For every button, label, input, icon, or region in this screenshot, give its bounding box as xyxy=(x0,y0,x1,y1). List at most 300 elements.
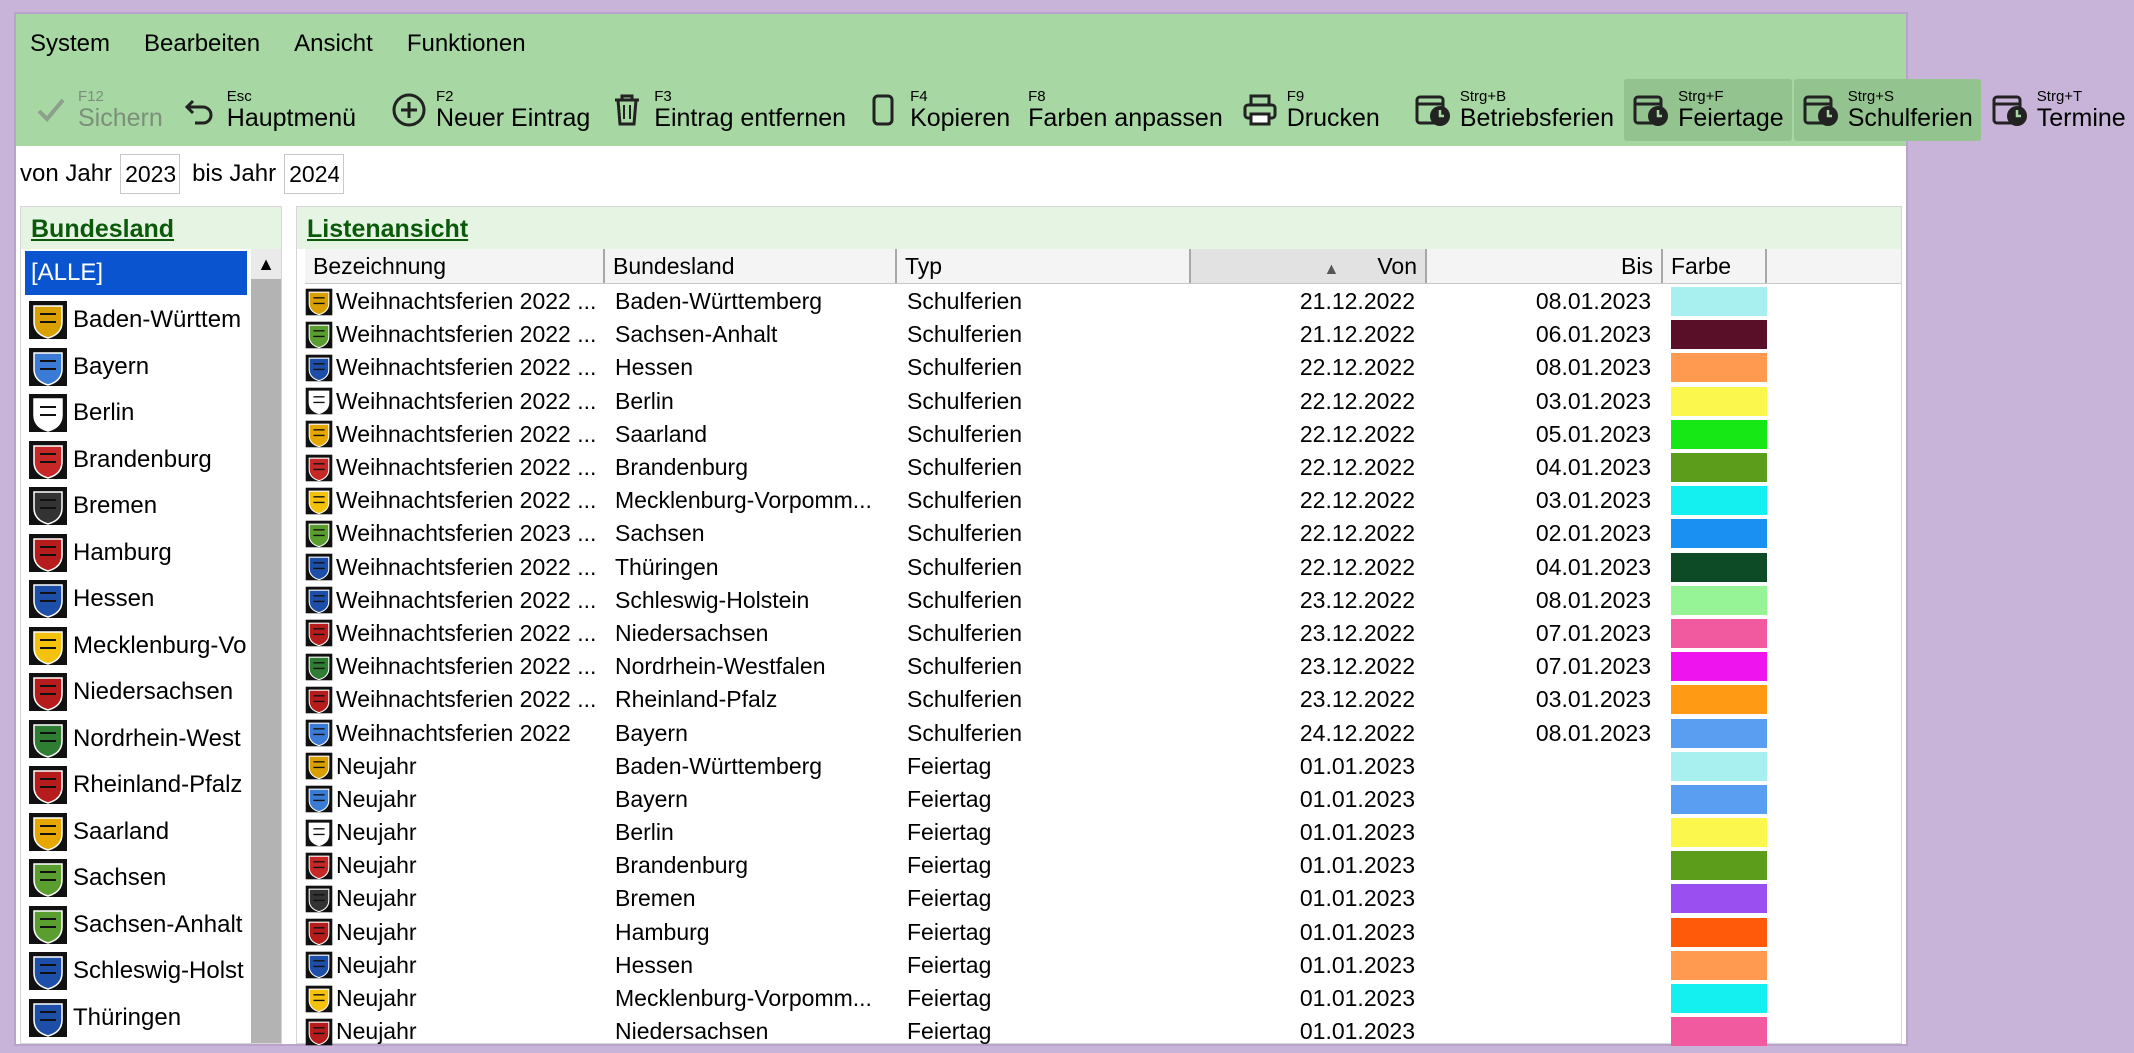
cell-bezeichnung xyxy=(305,852,605,880)
cell-bezeichnung xyxy=(305,354,605,382)
table-row[interactable] xyxy=(305,551,1901,584)
table-row[interactable] xyxy=(305,351,1901,384)
cell-typ: Schulferien xyxy=(907,586,1023,613)
feiertage-button[interactable] xyxy=(1624,79,1792,141)
col-header-bundesland[interactable]: Bundesland xyxy=(605,249,897,283)
bundesland-item[interactable] xyxy=(21,576,247,623)
table-row[interactable] xyxy=(305,285,1901,318)
coat-of-arms-icon xyxy=(305,686,333,714)
scroll-up-icon[interactable]: ▲ xyxy=(251,249,281,279)
bundesland-item[interactable] xyxy=(21,483,247,530)
color-swatch xyxy=(1671,884,1767,913)
color-swatch xyxy=(1671,851,1767,880)
cell-bezeichnung-text: Neujahr xyxy=(336,985,417,1012)
col-header-bezeichnung[interactable]: Bezeichnung xyxy=(305,249,605,283)
table-row[interactable] xyxy=(305,816,1901,849)
cell-von: 22.12.2022 xyxy=(1299,454,1415,481)
coat-of-arms-icon xyxy=(305,454,333,482)
bundesland-item[interactable] xyxy=(21,762,247,809)
cell-von: 21.12.2022 xyxy=(1299,321,1415,348)
hauptmenue-button[interactable] xyxy=(173,79,364,141)
cell-von: 22.12.2022 xyxy=(1299,387,1415,414)
color-swatch xyxy=(1671,519,1767,548)
cell-bezeichnung xyxy=(305,288,605,316)
cell-bundesland: Schleswig-Holstein xyxy=(615,586,810,613)
coat-of-arms-icon xyxy=(305,420,333,448)
cell-typ: Feiertag xyxy=(907,819,992,846)
bundesland-item[interactable] xyxy=(21,344,247,391)
cell-von: 21.12.2022 xyxy=(1299,288,1415,315)
cell-von: 23.12.2022 xyxy=(1299,686,1415,713)
cell-typ: Schulferien xyxy=(907,387,1023,414)
color-swatch xyxy=(1671,685,1767,714)
cell-typ: Schulferien xyxy=(907,719,1023,746)
menu-funktionen[interactable]: Funktionen xyxy=(406,30,526,57)
cell-bezeichnung-text: Weihnachtsferien 2022 ... xyxy=(336,321,597,348)
bundesland-item-label: [ALLE] xyxy=(31,259,104,286)
color-swatch xyxy=(1671,719,1767,748)
table-row[interactable] xyxy=(305,982,1901,1015)
cell-bezeichnung-text: Neujahr xyxy=(336,852,417,879)
cell-typ: Schulferien xyxy=(907,354,1023,381)
coat-of-arms-icon xyxy=(305,619,333,647)
cell-bundesland: Sachsen-Anhalt xyxy=(615,321,778,348)
coat-of-arms-icon xyxy=(27,858,69,898)
cell-typ: Feiertag xyxy=(907,951,992,978)
cell-typ: Feiertag xyxy=(907,885,992,912)
cell-typ: Feiertag xyxy=(907,785,992,812)
coat-of-arms-icon xyxy=(305,387,333,415)
shortcut-key: F9 xyxy=(1286,88,1305,105)
coat-of-arms-icon xyxy=(27,347,69,387)
color-swatch xyxy=(1671,785,1767,814)
calendar-clock-icon xyxy=(1991,91,2029,129)
shortcut-key: Strg+B xyxy=(1459,88,1507,105)
cell-bundesland: Rheinland-Pfalz xyxy=(615,686,778,713)
cell-bezeichnung xyxy=(305,387,605,415)
bundesland-item-label: Baden-Württem xyxy=(73,306,242,334)
bundesland-panel xyxy=(20,206,282,1044)
calendar-clock-icon xyxy=(1632,91,1670,129)
shortcut-key: Strg+T xyxy=(2036,88,2083,105)
cell-bezeichnung xyxy=(305,1018,605,1046)
bundesland-panel-title: Bundesland xyxy=(21,207,281,249)
coat-of-arms-icon xyxy=(305,1018,333,1046)
color-swatch xyxy=(1671,1017,1767,1046)
cell-bezeichnung xyxy=(305,819,605,847)
color-swatch xyxy=(1671,918,1767,947)
bundesland-item[interactable] xyxy=(21,995,247,1042)
bundesland-item-label: Rheinland-Pfalz xyxy=(73,771,243,799)
toolbar-button-text xyxy=(1848,89,1973,131)
table-row[interactable] xyxy=(305,418,1901,451)
cell-bezeichnung xyxy=(305,951,605,979)
cell-bis: 08.01.2023 xyxy=(1535,354,1651,381)
von-jahr-label: von Jahr xyxy=(20,160,113,187)
cell-bis: 04.01.2023 xyxy=(1535,553,1651,580)
coat-of-arms-icon xyxy=(305,951,333,979)
cell-typ: Feiertag xyxy=(907,1018,992,1045)
cell-bezeichnung-text: Neujahr xyxy=(336,918,417,945)
bis-jahr-input[interactable] xyxy=(284,154,344,194)
coat-of-arms-icon xyxy=(27,812,69,852)
cell-bezeichnung-text: Neujahr xyxy=(336,752,417,779)
toolbar-button-text xyxy=(2037,89,2126,131)
table-row[interactable] xyxy=(305,484,1901,517)
bundesland-item[interactable] xyxy=(21,716,247,763)
coat-of-arms-icon xyxy=(305,918,333,946)
table-row[interactable] xyxy=(305,882,1901,915)
cell-von: 01.01.2023 xyxy=(1299,752,1415,779)
coat-of-arms-icon xyxy=(27,951,69,991)
cell-bezeichnung-text: Weihnachtsferien 2022 xyxy=(336,719,571,746)
menu-bar xyxy=(16,14,1906,74)
coat-of-arms-icon xyxy=(305,752,333,780)
toolbar-button-label: Farben anpassen xyxy=(1028,104,1223,132)
cell-von: 22.12.2022 xyxy=(1299,420,1415,447)
col-header-farbe[interactable]: Farbe xyxy=(1663,249,1767,283)
cell-bezeichnung-text: Weihnachtsferien 2022 ... xyxy=(336,553,597,580)
table-row[interactable] xyxy=(305,750,1901,783)
cell-bundesland: Berlin xyxy=(615,819,674,846)
cell-bezeichnung xyxy=(305,619,605,647)
toolbar-button-label: Drucken xyxy=(1286,104,1380,132)
cell-bezeichnung xyxy=(305,487,605,515)
shortcut-key: F2 xyxy=(436,88,454,105)
cell-von: 01.01.2023 xyxy=(1299,951,1415,978)
undo-icon xyxy=(181,91,219,129)
sichern-button[interactable] xyxy=(24,79,171,141)
cell-von: 22.12.2022 xyxy=(1299,487,1415,514)
cell-bezeichnung xyxy=(305,586,605,614)
toolbar-button-label: Neuer Eintrag xyxy=(436,104,591,132)
drucken-button[interactable] xyxy=(1233,79,1388,141)
toolbar-button-text xyxy=(436,89,590,131)
entry-table xyxy=(305,285,1901,1043)
cell-bis: 08.01.2023 xyxy=(1535,719,1651,746)
cell-bis: 02.01.2023 xyxy=(1535,520,1651,547)
toolbar-button-label: Feiertage xyxy=(1678,104,1784,132)
coat-of-arms-icon xyxy=(27,626,69,666)
coat-of-arms-icon xyxy=(305,288,333,316)
coat-of-arms-icon xyxy=(27,905,69,945)
neuer-eintrag-button[interactable] xyxy=(382,79,598,141)
cell-bundesland: Brandenburg xyxy=(615,852,748,879)
bis-jahr-label: bis Jahr xyxy=(192,160,277,187)
bundesland-item-label: Bremen xyxy=(73,492,158,520)
cell-typ: Feiertag xyxy=(907,752,992,779)
color-swatch xyxy=(1671,486,1767,515)
table-row[interactable] xyxy=(305,517,1901,550)
toolbar-button-label: Eintrag entfernen xyxy=(654,104,847,132)
color-swatch xyxy=(1671,553,1767,582)
coat-of-arms-icon xyxy=(305,885,333,913)
coat-of-arms-icon xyxy=(305,852,333,880)
table-row[interactable] xyxy=(305,916,1901,949)
cell-bundesland: Niedersachsen xyxy=(615,1018,769,1045)
bundesland-item-label: Bayern xyxy=(73,352,150,380)
cell-von: 01.01.2023 xyxy=(1299,918,1415,945)
cell-typ: Schulferien xyxy=(907,619,1023,646)
cell-bezeichnung-text: Weihnachtsferien 2022 ... xyxy=(336,653,597,680)
cell-bundesland: Nordrhein-Westfalen xyxy=(615,653,826,680)
cell-bezeichnung-text: Weihnachtsferien 2023 ... xyxy=(336,520,597,547)
menu-bearbeiten[interactable]: Bearbeiten xyxy=(144,30,261,57)
cell-bezeichnung-text: Neujahr xyxy=(336,819,417,846)
cell-bis: 03.01.2023 xyxy=(1535,387,1651,414)
col-header-von-label: Von xyxy=(1377,253,1417,279)
cell-von: 01.01.2023 xyxy=(1299,985,1415,1012)
color-swatch xyxy=(1671,752,1767,781)
cell-bis: 05.01.2023 xyxy=(1535,420,1651,447)
cell-bezeichnung-text: Weihnachtsferien 2022 ... xyxy=(336,420,597,447)
cell-bundesland: Thüringen xyxy=(615,553,719,580)
cell-bis: 07.01.2023 xyxy=(1535,653,1651,680)
cell-bezeichnung-text: Neujahr xyxy=(336,1018,417,1045)
col-header-von[interactable] xyxy=(1191,249,1427,283)
list-view-title: Listenansicht xyxy=(297,207,1901,249)
bundesland-item-label: Saarland xyxy=(73,817,170,845)
color-swatch xyxy=(1671,320,1767,349)
bundesland-item-label: Brandenburg xyxy=(73,445,212,473)
toolbar-button-label: Schulferien xyxy=(1847,104,1973,132)
toolbar-button-text xyxy=(1460,89,1614,131)
cell-bezeichnung xyxy=(305,752,605,780)
cell-typ: Schulferien xyxy=(907,454,1023,481)
cell-bezeichnung xyxy=(305,321,605,349)
table-row[interactable] xyxy=(305,783,1901,816)
sort-ascending-icon: ▲ xyxy=(1323,261,1340,278)
cell-von: 23.12.2022 xyxy=(1299,586,1415,613)
cell-bundesland: Niedersachsen xyxy=(615,619,769,646)
coat-of-arms-icon xyxy=(27,440,69,480)
cell-bezeichnung-text: Weihnachtsferien 2022 ... xyxy=(336,586,597,613)
cell-typ: Schulferien xyxy=(907,288,1023,315)
bundesland-item[interactable] xyxy=(21,297,247,344)
coat-of-arms-icon xyxy=(305,819,333,847)
toolbar-button-text xyxy=(227,89,356,131)
table-row[interactable] xyxy=(305,385,1901,418)
cell-bezeichnung xyxy=(305,719,605,747)
shortcut-key: Strg+S xyxy=(1847,88,1894,105)
menu-system[interactable]: System xyxy=(30,30,111,57)
table-row[interactable] xyxy=(305,617,1901,650)
shortcut-key: Esc xyxy=(226,88,252,105)
cell-bis: 03.01.2023 xyxy=(1535,487,1651,514)
bundesland-item-label: Mecklenburg-Vo xyxy=(73,631,247,659)
app-window xyxy=(14,12,2126,1046)
table-row[interactable] xyxy=(305,683,1901,716)
farben-anpassen-button[interactable] xyxy=(1020,79,1231,141)
cell-von: 23.12.2022 xyxy=(1299,653,1415,680)
cell-bezeichnung xyxy=(305,653,605,681)
kopieren-button[interactable] xyxy=(856,79,1018,141)
cell-bis: 03.01.2023 xyxy=(1535,686,1651,713)
coat-of-arms-icon xyxy=(305,653,333,681)
cell-typ: Schulferien xyxy=(907,653,1023,680)
termine-button[interactable] xyxy=(1983,79,2134,141)
table-row[interactable] xyxy=(305,451,1901,484)
color-swatch xyxy=(1671,420,1767,449)
table-row[interactable] xyxy=(305,1015,1901,1048)
cell-bezeichnung-text: Weihnachtsferien 2022 ... xyxy=(336,686,597,713)
cell-bezeichnung xyxy=(305,918,605,946)
bundesland-item[interactable] xyxy=(25,251,247,295)
color-swatch xyxy=(1671,818,1767,847)
bundesland-item[interactable] xyxy=(21,948,247,995)
cell-von: 24.12.2022 xyxy=(1299,719,1415,746)
shortcut-key: F8 xyxy=(1028,88,1046,105)
bundesland-item-label: Hamburg xyxy=(73,538,172,566)
color-swatch xyxy=(1671,951,1767,980)
cell-bezeichnung xyxy=(305,985,605,1013)
bundesland-item[interactable] xyxy=(21,437,247,484)
plus-circle-icon xyxy=(390,91,428,129)
cell-bundesland: Bremen xyxy=(615,885,696,912)
coat-of-arms-icon xyxy=(27,579,69,619)
cell-bundesland: Hamburg xyxy=(615,918,710,945)
coat-of-arms-icon xyxy=(305,553,333,581)
color-swatch xyxy=(1671,287,1767,316)
table-row[interactable] xyxy=(305,849,1901,882)
trash-icon xyxy=(608,91,646,129)
bundesland-item[interactable] xyxy=(21,530,247,577)
bundesland-item-label: Berlin xyxy=(73,399,135,427)
toolbar-button-label: Hauptmenü xyxy=(226,104,357,132)
bundesland-item-label: Schleswig-Holst xyxy=(73,957,244,985)
cell-bezeichnung xyxy=(305,885,605,913)
betriebsferien-button[interactable] xyxy=(1406,79,1622,141)
coat-of-arms-icon xyxy=(305,985,333,1013)
bundesland-item[interactable] xyxy=(21,902,247,949)
bundesland-item-label: Sachsen-Anhalt xyxy=(73,910,243,938)
cell-bundesland: Sachsen xyxy=(615,520,705,547)
cell-bezeichnung xyxy=(305,553,605,581)
cell-von: 22.12.2022 xyxy=(1299,553,1415,580)
coat-of-arms-icon xyxy=(305,354,333,382)
eintrag-entfernen-button[interactable] xyxy=(600,79,854,141)
toolbar-button-label: Betriebsferien xyxy=(1459,104,1615,132)
cell-bezeichnung-text: Neujahr xyxy=(336,951,417,978)
cell-typ: Schulferien xyxy=(907,686,1023,713)
cell-bezeichnung xyxy=(305,686,605,714)
table-row[interactable] xyxy=(305,318,1901,351)
cell-bundesland: Hessen xyxy=(615,354,693,381)
cell-bezeichnung xyxy=(305,520,605,548)
color-swatch xyxy=(1671,387,1767,416)
bundesland-item[interactable] xyxy=(21,669,247,716)
menu-ansicht[interactable]: Ansicht xyxy=(294,30,373,57)
color-swatch xyxy=(1671,453,1767,482)
cell-bezeichnung-text: Weihnachtsferien 2022 ... xyxy=(336,354,597,381)
table-row[interactable] xyxy=(305,584,1901,617)
column-headers xyxy=(305,249,1901,284)
table-row[interactable] xyxy=(305,716,1901,749)
cell-bis: 07.01.2023 xyxy=(1535,619,1651,646)
table-row[interactable] xyxy=(305,650,1901,683)
cell-von: 01.01.2023 xyxy=(1299,1018,1415,1045)
coat-of-arms-icon xyxy=(27,765,69,805)
color-swatch xyxy=(1671,619,1767,648)
cell-typ: Feiertag xyxy=(907,985,992,1012)
toolbar-button-label: Sichern xyxy=(78,104,163,132)
col-header-bis[interactable]: Bis xyxy=(1427,249,1663,283)
cell-bezeichnung-text: Weihnachtsferien 2022 ... xyxy=(336,619,597,646)
year-filter-bar xyxy=(16,146,1906,202)
cell-von: 01.01.2023 xyxy=(1299,885,1415,912)
coat-of-arms-icon xyxy=(27,393,69,433)
bundesland-item-label: Hessen xyxy=(73,585,155,613)
color-swatch xyxy=(1671,984,1767,1013)
cell-typ: Schulferien xyxy=(907,420,1023,447)
toolbar-button-text xyxy=(1028,89,1223,131)
bundesland-item[interactable] xyxy=(21,390,247,437)
color-swatch xyxy=(1671,586,1767,615)
shortcut-key: F4 xyxy=(910,88,928,105)
cell-von: 01.01.2023 xyxy=(1299,819,1415,846)
cell-bundesland: Baden-Württemberg xyxy=(615,288,823,315)
bundesland-list xyxy=(21,249,247,1043)
copy-icon xyxy=(864,91,902,129)
cell-von: 23.12.2022 xyxy=(1299,619,1415,646)
cell-bundesland: Bayern xyxy=(615,785,688,812)
cell-bezeichnung-text: Neujahr xyxy=(336,785,417,812)
coat-of-arms-icon xyxy=(27,300,69,340)
cell-von: 22.12.2022 xyxy=(1299,520,1415,547)
cell-typ: Schulferien xyxy=(907,321,1023,348)
coat-of-arms-icon xyxy=(305,321,333,349)
coat-of-arms-icon xyxy=(27,672,69,712)
coat-of-arms-icon xyxy=(305,520,333,548)
cell-bundesland: Mecklenburg-Vorpomm... xyxy=(615,487,872,514)
cell-bundesland: Berlin xyxy=(615,387,674,414)
cell-bundesland: Saarland xyxy=(615,420,708,447)
bundesland-item[interactable] xyxy=(21,855,247,902)
von-jahr-input[interactable] xyxy=(120,154,180,194)
cell-typ: Schulferien xyxy=(907,520,1023,547)
table-row[interactable] xyxy=(305,949,1901,982)
bundesland-item-label: Thüringen xyxy=(73,1003,182,1031)
cell-bezeichnung xyxy=(305,785,605,813)
cell-typ: Schulferien xyxy=(907,487,1023,514)
bundesland-item[interactable] xyxy=(21,623,247,670)
col-header-typ[interactable]: Typ xyxy=(897,249,1191,283)
toolbar-button-label: Termine xyxy=(2036,104,2126,132)
cell-bezeichnung-text: Neujahr xyxy=(336,885,417,912)
cell-bundesland: Mecklenburg-Vorpomm... xyxy=(615,985,872,1012)
cell-bundesland: Baden-Württemberg xyxy=(615,752,823,779)
cell-bezeichnung-text: Weihnachtsferien 2022 ... xyxy=(336,288,597,315)
cell-bis: 04.01.2023 xyxy=(1535,454,1651,481)
coat-of-arms-icon xyxy=(305,719,333,747)
cell-bezeichnung xyxy=(305,420,605,448)
cell-bis: 08.01.2023 xyxy=(1535,586,1651,613)
toolbar xyxy=(16,74,2126,146)
bundesland-item[interactable] xyxy=(21,809,247,856)
color-swatch xyxy=(1671,652,1767,681)
cell-typ: Schulferien xyxy=(907,553,1023,580)
coat-of-arms-icon xyxy=(27,486,69,526)
bundesland-item-label: Sachsen xyxy=(73,864,167,892)
cell-bundesland: Bayern xyxy=(615,719,688,746)
bundesland-scrollbar[interactable] xyxy=(251,249,281,1043)
cell-bundesland: Hessen xyxy=(615,951,693,978)
bundesland-item-label: Nordrhein-West xyxy=(73,724,241,752)
schulferien-button[interactable] xyxy=(1794,79,1981,141)
toolbar-button-text xyxy=(654,89,846,131)
toolbar-button-text xyxy=(1287,89,1380,131)
calendar-clock-icon xyxy=(1802,91,1840,129)
